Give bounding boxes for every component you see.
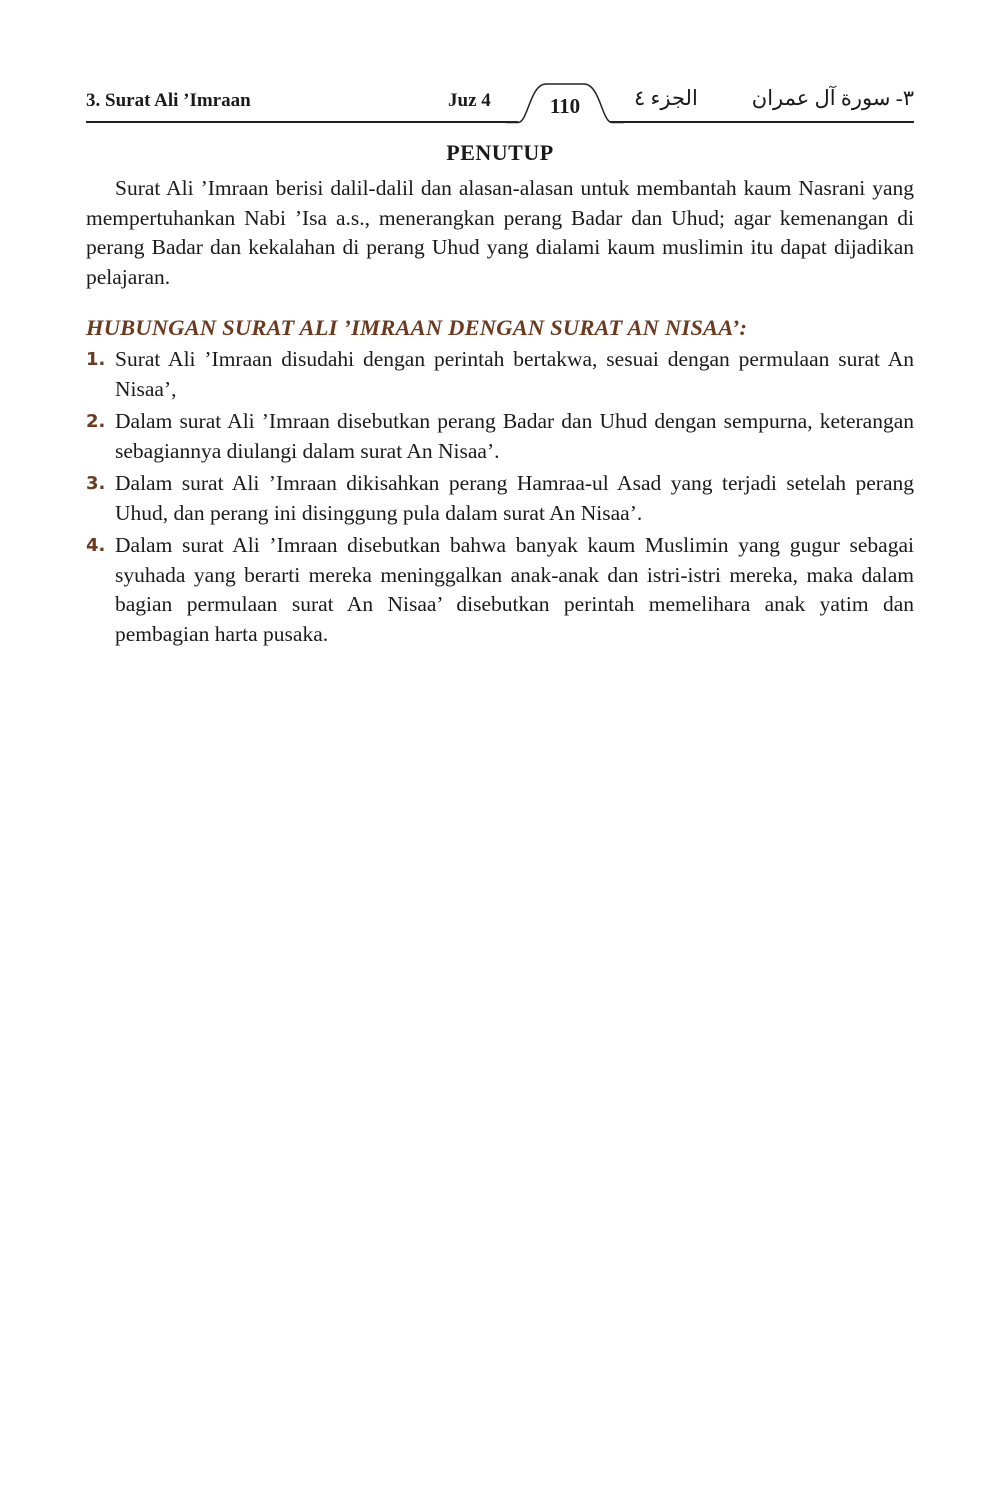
list-item-number: 4. bbox=[86, 535, 106, 556]
closing-paragraph: Surat Ali ’Imraan berisi dalil-dalil dan alasan-alasan untuk membantah kaum Nasrani yang mempertuhankan Nabi ’Isa a.s., menerangkan perang Badar dan Uhud; agar kemenangan di perang Badar dan kekalahan di perang Uhud yang dialami kaum muslimin itu dapat dijadikan pelajaran. bbox=[86, 176, 914, 289]
list-item bbox=[86, 469, 914, 528]
juz-label-latin: Juz 4 bbox=[448, 90, 491, 111]
relation-subheading: HUBUNGAN SURAT ALI ’IMRAAN DENGAN SURAT AN NISAA’: bbox=[86, 315, 748, 340]
list-item bbox=[86, 531, 914, 649]
page-content bbox=[86, 138, 914, 652]
list-item-text: Surat Ali ’Imraan disudahi dengan perintah bertakwa, sesuai dengan permulaan surat An Nisaa’, bbox=[115, 347, 914, 401]
surah-name-latin: 3. Surat Ali ’Imraan bbox=[86, 90, 251, 111]
section-title: PENUTUP bbox=[446, 140, 554, 165]
list-item-text: Dalam surat Ali ’Imraan disebutkan perang Badar dan Uhud dengan sempurna, keterangan sebagiannya diulangi dalam surat An Nisaa’. bbox=[115, 409, 914, 463]
relation-list bbox=[86, 345, 914, 649]
list-item-text: Dalam surat Ali ’Imraan dikisahkan perang Hamraa-ul Asad yang terjadi setelah perang Uhud, dan perang ini disinggung pula dalam surat An Nisaa’. bbox=[115, 471, 914, 525]
list-item-number: 2. bbox=[86, 411, 106, 432]
page-header bbox=[86, 82, 914, 124]
header-rule-left bbox=[86, 121, 518, 123]
list-item-text: Dalam surat Ali ’Imraan disebutkan bahwa banyak kaum Muslimin yang gugur sebagai syuhada yang berarti mereka meninggalkan anak-anak dan istri-istri mereka, maka dalam bagian permulaan surat An Nisaa’ disebutkan perintah memelihara anak yatim dan pembagian harta pusaka. bbox=[115, 533, 914, 646]
list-item-number: 1. bbox=[86, 349, 106, 370]
page-number: 110 bbox=[549, 94, 581, 118]
surah-name-arabic: ٣- سورة آل عمران bbox=[751, 86, 914, 110]
list-item bbox=[86, 345, 914, 404]
list-item bbox=[86, 407, 914, 466]
header-rule-right bbox=[610, 121, 914, 123]
list-item-number: 3. bbox=[86, 473, 106, 494]
juz-label-arabic: الجزء ٤ bbox=[634, 86, 698, 110]
